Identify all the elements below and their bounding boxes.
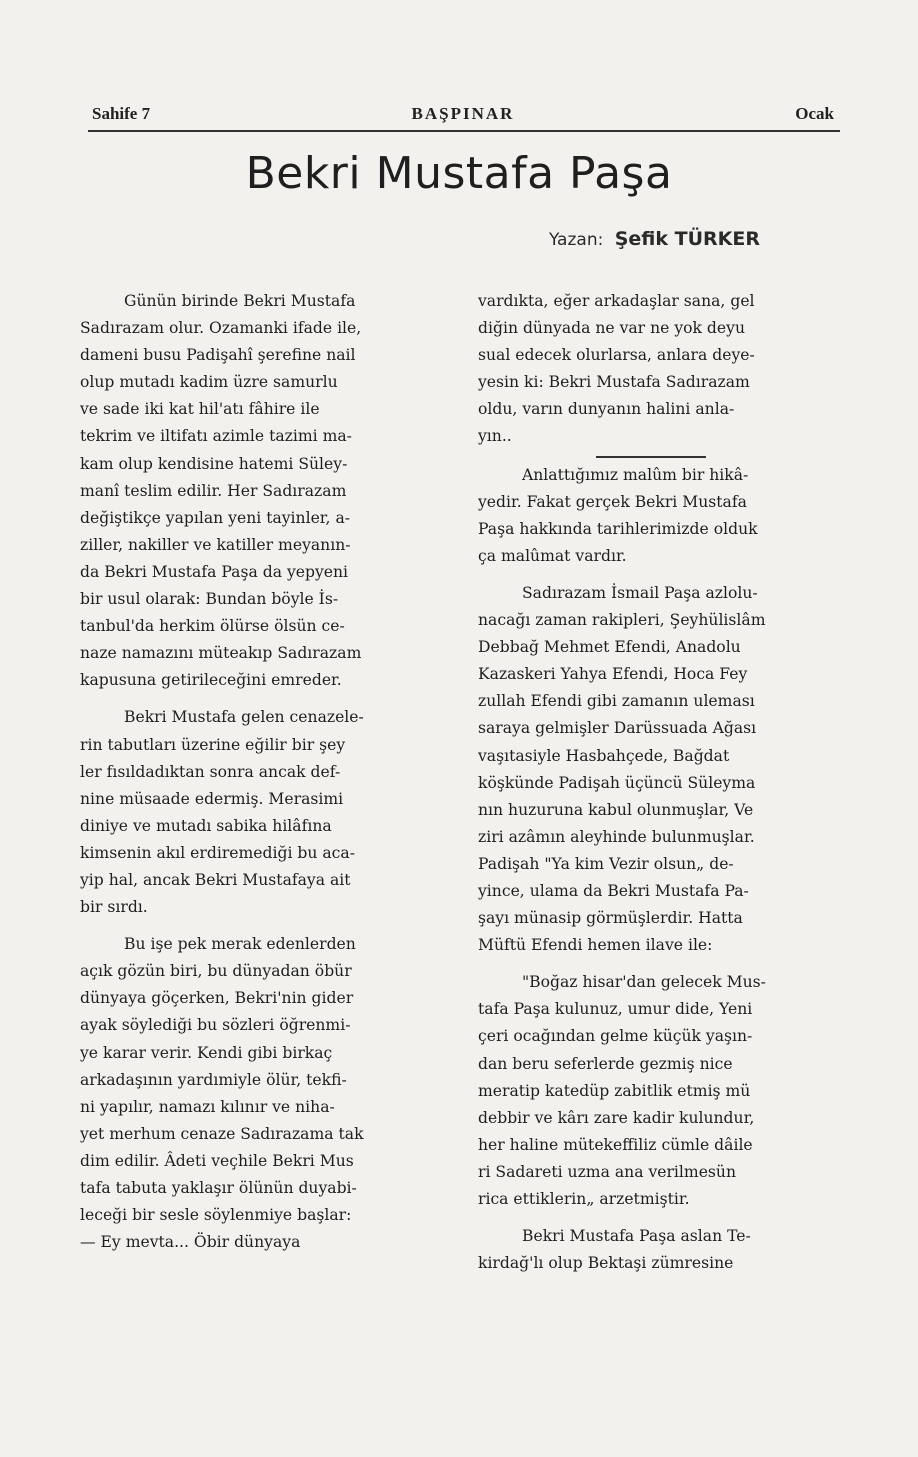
text-line: ni yapılır, namazı kılınır ve niha- — [80, 1097, 335, 1116]
text-line: arkadaşının yardımiyle ölür, tekfi- — [80, 1070, 347, 1089]
text-line: tanbul'da herkim ölürse ölsün ce- — [80, 617, 345, 636]
paragraph — [478, 1223, 834, 1277]
text-line: tafa tabuta yaklaşır ölünün duyabi- — [80, 1179, 357, 1197]
text-line: "Boğaz hisar'dan gelecek Mus- — [522, 973, 766, 992]
text-line: açık gözün biri, bu dünyadan öbür — [80, 962, 352, 981]
paragraph-gap — [478, 959, 834, 969]
text-line: Günün birinde Bekri Mustafa — [124, 292, 356, 310]
paragraph-gap — [80, 921, 436, 931]
section-divider — [596, 456, 706, 458]
text-line: saraya gelmişler Darüssuada Ağası — [478, 719, 757, 738]
text-line: ziller, nakiller ve katiller meyanın- — [80, 535, 351, 554]
byline — [549, 228, 760, 250]
text-line: Sadırazam olur. Ozamanki ifade ile, — [80, 319, 362, 338]
text-line: Paşa hakkında tarihlerimizde olduk — [478, 519, 758, 538]
journal-name: BAŞPINAR — [411, 104, 515, 123]
text-line: — Ey mevta... Öbir dünyaya — [80, 1233, 301, 1252]
text-line: leceği bir sesle söylenmiye başlar: — [80, 1206, 352, 1225]
text-line: Bu işe pek merak edenlerden — [124, 935, 356, 954]
paragraph — [478, 580, 834, 959]
text-line: kapusuna getirileceğini emreder. — [80, 671, 342, 690]
text-line: tafa Paşa kulunuz, umur dide, Yeni — [478, 1000, 753, 1019]
text-line: ye karar verir. Kendi gibi birkaç — [80, 1043, 333, 1062]
paragraph — [80, 931, 436, 1256]
byline-prefix: Yazan: — [549, 230, 604, 250]
issue-month: Ocak — [795, 104, 834, 123]
header-rule — [88, 130, 840, 132]
text-line: diniye ve mutadı sabika hilâfına — [80, 816, 332, 835]
text-line: her haline mütekeffiliz cümle dâile — [478, 1135, 753, 1154]
text-line: vaşıtasiyle Hasbahçede, Bağdat — [478, 746, 730, 765]
text-line: çeri ocağından gelme küçük yaşın- — [478, 1027, 753, 1046]
running-header — [92, 104, 834, 128]
paragraph — [478, 969, 834, 1213]
text-line: Anlattığımız malûm bir hikâ- — [522, 465, 749, 484]
paragraph — [80, 288, 436, 694]
text-line: nın huzuruna kabul olunmuşlar, Ve — [478, 800, 754, 819]
text-line: ayak söylediği bu sözleri öğrenmi- — [80, 1016, 351, 1035]
text-line: kirdağ'lı olup Bektaşi zümresine — [478, 1254, 734, 1273]
page-number: Sahife 7 — [92, 104, 151, 123]
text-line: yet merhum cenaze Sadırazama tak — [80, 1124, 364, 1143]
right-column-bottom — [478, 462, 834, 1278]
article-title: Bekri Mustafa Paşa — [245, 148, 673, 199]
text-line: değiştikçe yapılan yeni tayinler, a- — [80, 508, 351, 527]
text-line: rin tabutları üzerine eğilir bir şey — [80, 735, 346, 754]
text-line: Debbağ Mehmet Efendi, Anadolu — [478, 638, 741, 657]
left-column — [80, 288, 436, 1256]
text-line: nine müsaade edermiş. Merasimi — [80, 789, 344, 808]
text-line: yesin ki: Bekri Mustafa Sadırazam — [478, 373, 750, 392]
text-line: olup mutadı kadim üzre samurlu — [80, 373, 338, 392]
text-line: oldu, varın dunyanın halini anla- — [478, 400, 735, 419]
text-line: yince, ulama da Bekri Mustafa Pa- — [478, 881, 749, 900]
text-line: meratip katedüp zabitlik etmiş mü — [478, 1081, 751, 1100]
text-line: dameni busu Padişahî şerefine nail — [80, 346, 356, 365]
text-line: yedir. Fakat gerçek Bekri Mustafa — [478, 492, 747, 511]
text-line: Bekri Mustafa Paşa aslan Te- — [522, 1227, 751, 1246]
text-line: ziri azâmın aleyhinde bulunmuşlar. — [478, 827, 755, 846]
paragraph — [478, 288, 834, 451]
paragraph-gap — [478, 1213, 834, 1223]
text-line: dim edilir. Âdeti veçhile Bekri Mus — [80, 1151, 354, 1170]
text-line: ri Sadareti uzma ana verilmesün — [478, 1162, 737, 1181]
text-line: debbir ve kârı zare kadir kulundur, — [478, 1108, 755, 1127]
text-line: zullah Efendi gibi zamanın uleması — [478, 692, 755, 711]
text-line: köşkünde Padişah üçüncü Süleyma — [478, 773, 756, 792]
text-line: ça malûmat vardır. — [478, 546, 627, 565]
text-line: bir sırdı. — [80, 898, 148, 917]
author-name: Şefik TÜRKER — [614, 228, 760, 250]
text-line: kam olup kendisine hatemi Süley- — [80, 454, 348, 473]
text-line: bir usul olarak: Bundan böyle İs- — [80, 590, 339, 609]
text-line: kimsenin akıl erdiremediği bu aca- — [80, 843, 355, 862]
text-line: Müftü Efendi hemen ilave ile: — [478, 936, 713, 955]
text-line: şayı münasip görmüşlerdir. Hatta — [478, 909, 743, 928]
text-line: Bekri Mustafa gelen cenazele- — [124, 708, 364, 727]
text-line: dünyaya göçerken, Bekri'nin gider — [80, 989, 354, 1008]
text-line: yın.. — [478, 427, 512, 446]
text-line: naze namazını müteakıp Sadırazam — [80, 644, 362, 663]
text-line: Sadırazam İsmail Paşa azlolu- — [522, 583, 758, 602]
text-line: nacağı zaman rakipleri, Şeyhülislâm — [478, 611, 766, 630]
text-line: sual edecek olurlarsa, anlara deye- — [478, 346, 755, 365]
right-column — [478, 288, 834, 1277]
paragraph — [80, 704, 436, 921]
text-line: Padişah "Ya kim Vezir olsun„ de- — [478, 854, 734, 873]
text-line: Kazaskeri Yahya Efendi, Hoca Fey — [478, 665, 748, 684]
text-line: ler fısıldadıktan sonra ancak def- — [80, 762, 341, 781]
text-line: rica ettiklerin„ arzetmiştir. — [478, 1190, 690, 1208]
text-line: da Bekri Mustafa Paşa da yepyeni — [80, 562, 349, 581]
paragraph-gap — [478, 570, 834, 580]
text-line: dan beru seferlerde gezmiş nice — [478, 1054, 733, 1073]
paragraph — [478, 462, 834, 570]
right-column-top — [478, 288, 834, 451]
text-line: vardıkta, eğer arkadaşlar sana, gel — [478, 292, 755, 310]
text-line: ve sade iki kat hil'atı fâhire ile — [80, 400, 320, 419]
text-line: manî teslim edilir. Her Sadırazam — [80, 481, 347, 500]
paragraph-gap — [80, 694, 436, 704]
text-line: tekrim ve iltifatı azimle tazimi ma- — [80, 427, 352, 446]
text-line: diğin dünyada ne var ne yok deyu — [478, 319, 745, 338]
text-line: yip hal, ancak Bekri Mustafaya ait — [80, 870, 351, 889]
